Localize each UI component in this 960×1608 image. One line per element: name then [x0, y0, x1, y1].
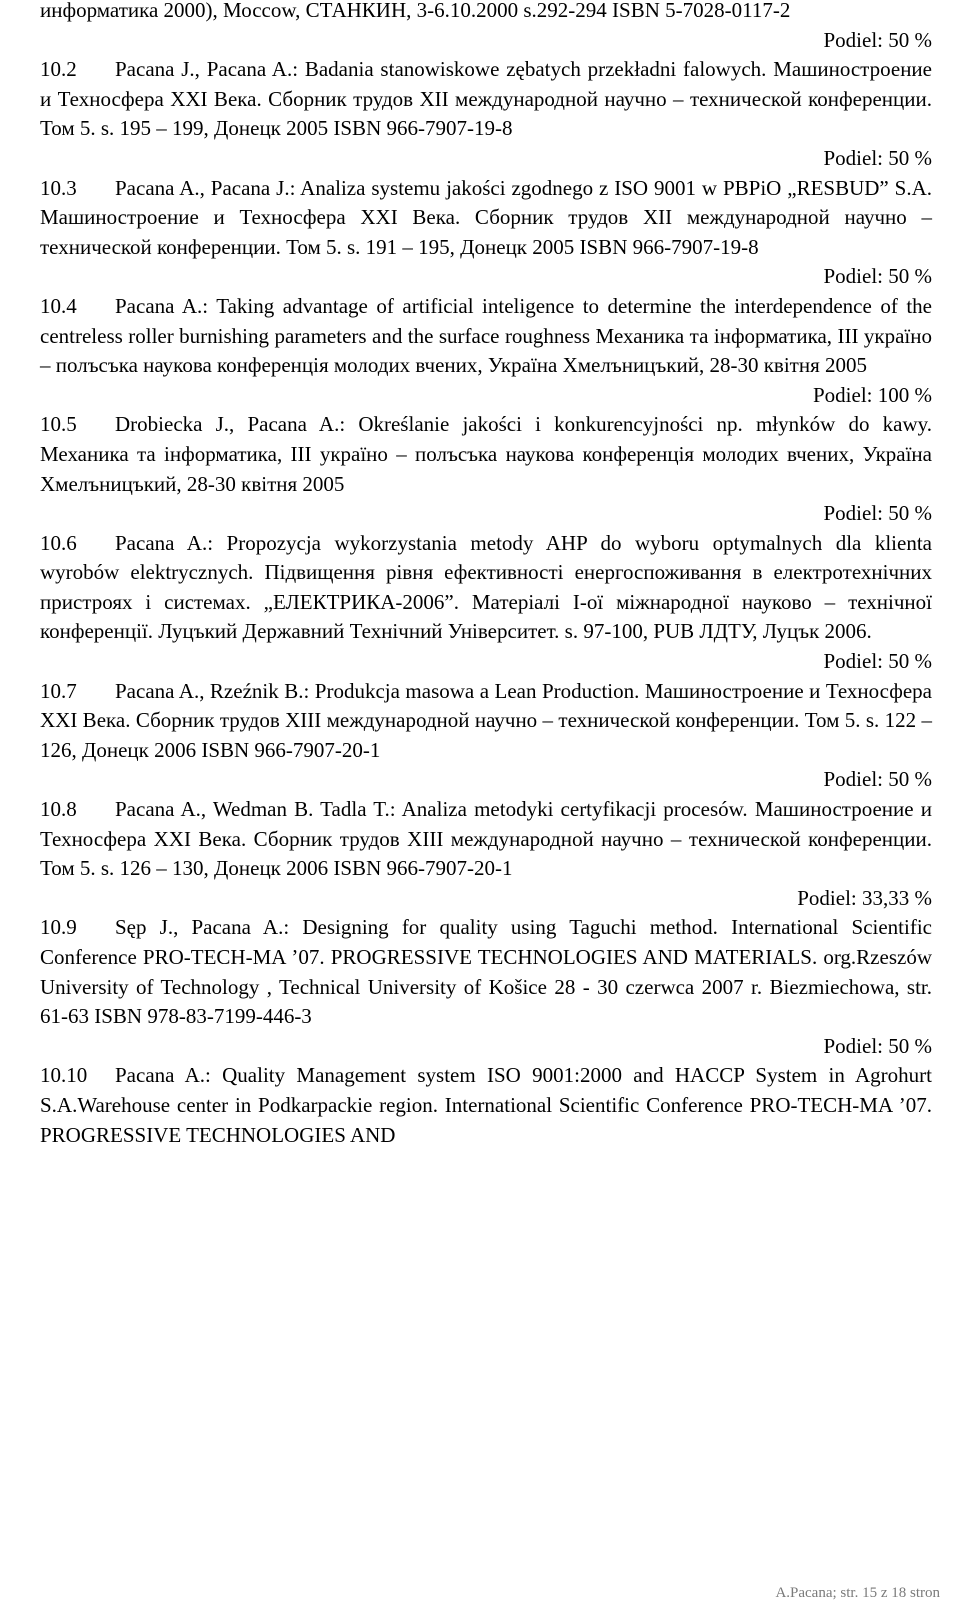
publication-entry	[40, 174, 932, 292]
entry-body	[40, 677, 932, 766]
entry-body	[40, 529, 932, 647]
share-percent: Podiel: 50 %	[823, 1033, 932, 1058]
share-percent: Podiel: 50 %	[823, 145, 932, 170]
entry-number: 10.10	[40, 1063, 88, 1088]
share-percent: Podiel: 33,33 %	[797, 885, 932, 910]
publication-entry	[40, 529, 932, 677]
entry-text: информатика 2000), Моссоw, СТАНКИН, 3-6.10.2000 s.292-294 ISBN 5-7028-0117-2	[40, 0, 791, 22]
entry-body	[40, 795, 932, 884]
entry-body	[40, 913, 932, 1031]
publication-entry	[40, 677, 932, 795]
entry-text: Sęp J., Pacana A.: Designing for quality using Taguchi method. International Scientific Conference PRO-TECH-MA ’07. PROGRESSIVE TECHNOLOGIES AND MATERIALS. org.Rzeszów University of Technology , Technical University of Košice 28 - 30 czerwca 2007 r. Biezmiechowa, str. 61-63 ISBN 978-83-7199-446-3	[40, 915, 932, 1029]
publication-entry	[40, 913, 932, 1061]
entry-number: 10.8	[40, 797, 77, 822]
entry-body	[40, 1061, 932, 1150]
entry-number: 10.6	[40, 530, 77, 555]
entry-number: 10.3	[40, 175, 77, 200]
publication-entry	[40, 410, 932, 528]
entry-body	[40, 174, 932, 263]
entry-text: Drobiecka J., Pacana A.: Określanie jakości i konkurencyjności np. młynków do kawy. Механика та інформатика, III україно – полъсъка наукова конференція молодих вчених, Україна Хмелъницъкий, 28-30 квітня 2005	[40, 412, 932, 496]
entry-number: 10.2	[40, 57, 77, 82]
page-footer: A.Pacana; str. 15 z 18 stron	[775, 1585, 940, 1601]
entry-body	[40, 55, 932, 144]
entry-body	[40, 410, 932, 499]
entry-continuation	[40, 0, 932, 55]
entry-number: 10.4	[40, 293, 77, 318]
entries	[40, 55, 932, 1150]
share-percent: Podiel: 50 %	[823, 264, 932, 289]
share-percent: Podiel: 100 %	[813, 382, 932, 407]
entry-text: Pacana A.: Quality Management system ISO 9001:2000 and HACCP System in Agrohurt S.A.Warehouse center in Podkarpackie region. International Scientific Conference PRO-TECH-MA ’07. PROGRESSIVE TECHNOLOGIES AND	[40, 1063, 932, 1147]
entry-number: 10.9	[40, 915, 77, 940]
publication-entry	[40, 55, 932, 173]
share-percent: Podiel: 50 %	[823, 27, 932, 52]
publication-entry	[40, 292, 932, 410]
share-percent: Podiel: 50 %	[823, 501, 932, 526]
entry-text: Pacana A., Pacana J.: Analiza systemu jakości zgodnego z ISO 9001 w PBPiO „RESBUD” S.A. Машиностроение и Техносфера XXI Века. Сборник трудов XII международной научно – технической конференции. Том 5. s. 191 – 195, Донецк 2005 ISBN 966-7907-19-8	[40, 175, 932, 259]
entry-text: Pacana A., Rzeźnik B.: Produkcja masowa a Lean Production. Машиностроение и Техносфера XXI Века. Сборник трудов XIII международной научно – технической конференции. Том 5. s. 122 – 126, Донецк 2006 ISBN 966-7907-20-1	[40, 678, 932, 762]
entry-text: Pacana J., Pacana A.: Badania stanowiskowe zębatych przekładni falowych. Машиностроение и Техносфера XXI Века. Сборник трудов XII международной научно – технической конференции. Том 5. s. 195 – 199, Донецк 2005 ISBN 966-7907-19-8	[40, 57, 932, 141]
entry-text: Pacana A.: Propozycja wykorzystania metody AHP do wyboru optymalnych dla klienta wyrobów elektrycznych. Підвищення рівня ефективності енергоспоживання в електротехнічних пристроях і системах. „ЕЛЕКТРИКА-2006”. Матеріалі I-oï міжнародної науково – технічної конференції. Луцъкий Державний Технічний Університет. s. 97-100, PUB ЛДТУ, Луцък 2006.	[40, 530, 932, 644]
publication-entry	[40, 795, 932, 913]
entry-number: 10.7	[40, 678, 77, 703]
entry-body	[40, 292, 932, 381]
share-percent: Podiel: 50 %	[823, 767, 932, 792]
publication-list	[40, 0, 932, 1150]
entry-text: Pacana A., Wedman B. Tadla T.: Analiza metodyki certyfikacji procesów. Машиностроение и Техносфера XXI Века. Сборник трудов XIII международной научно – технической конференции. Том 5. s. 126 – 130, Донецк 2006 ISBN 966-7907-20-1	[40, 797, 932, 881]
share-percent: Podiel: 50 %	[823, 649, 932, 674]
entry-number: 10.5	[40, 412, 77, 437]
entry-text: Pacana A.: Taking advantage of artificial inteligence to determine the interdependence of the centreless roller burnishing parameters and the surface roughness Механика та інформатика, III україно – полъсъка наукова конференція молодих вчених, Україна Хмелъницъкий, 28-30 квітня 2005	[40, 293, 932, 378]
publication-entry	[40, 1061, 932, 1150]
